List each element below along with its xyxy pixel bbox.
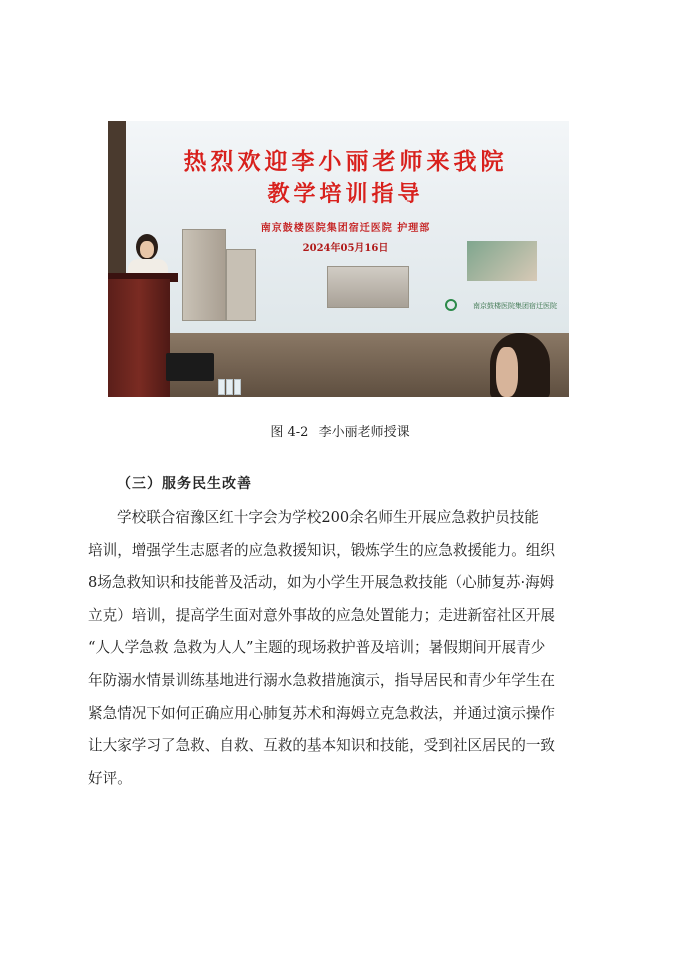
hospital-campus-image [327, 266, 409, 308]
body-paragraph [88, 502, 593, 795]
paragraph-line: 8场急救知识和技能普及活动，如为小学生开展急救技能（心肺复苏·海姆 [88, 574, 555, 592]
ward-photo-image [467, 241, 537, 281]
screen-date: 2024年05月16日 [302, 243, 389, 254]
screen-dept: 南京鼓楼医院集团宿迁医院 护理部 [260, 223, 431, 234]
paragraph-line: “人人学急救 急救为人人”主题的现场救护普及培训；暑假期间开展青少 [88, 639, 546, 657]
figure-caption [0, 421, 680, 440]
audience-member-face [496, 347, 518, 397]
section-heading: （三）服务民生改善 [117, 476, 252, 492]
stage-monitor [166, 353, 214, 381]
speaker-face [140, 241, 154, 258]
paragraph-line: 紧急情况下如何正确应用心肺复苏术和海姆立克急救法，并通过演示操作 [88, 704, 556, 722]
screen-logo-text: 南京鼓楼医院集团宿迁医院 [473, 302, 557, 310]
hospital-building-image [182, 229, 226, 321]
paragraph-line: 立克）培训，提高学生面对意外事故的应急处置能力；走进新窑社区开展 [88, 606, 556, 624]
hospital-building-image [226, 249, 256, 321]
figure-number: 图 4-2 [270, 425, 309, 440]
screen-title-line1: 热烈欢迎李小丽老师来我院 [183, 148, 508, 175]
paragraph-line: 好评。 [88, 769, 132, 787]
water-bottle [234, 379, 241, 395]
projection-screen [122, 121, 569, 333]
screen-title-line2: 教学培训指导 [267, 181, 424, 207]
paragraph-line: 年防溺水情景训练基地进行溺水急救措施演示，指导居民和青少年学生在 [88, 671, 556, 689]
podium [108, 279, 170, 397]
figure-title: 李小丽老师授课 [318, 425, 410, 440]
paragraph-line: 让大家学习了急救、自救、互救的基本知识和技能，受到社区居民的一致 [88, 737, 556, 755]
paragraph-line: 学校联合宿豫区红十字会为学校200余名师生开展应急救护员技能 [117, 509, 539, 526]
training-photo [108, 121, 569, 397]
hospital-logo-icon [445, 299, 457, 311]
water-bottle [218, 379, 225, 395]
water-bottle [226, 379, 233, 395]
paragraph-line: 培训，增强学生志愿者的应急救援知识，锻炼学生的应急救援能力。组织 [88, 541, 556, 559]
